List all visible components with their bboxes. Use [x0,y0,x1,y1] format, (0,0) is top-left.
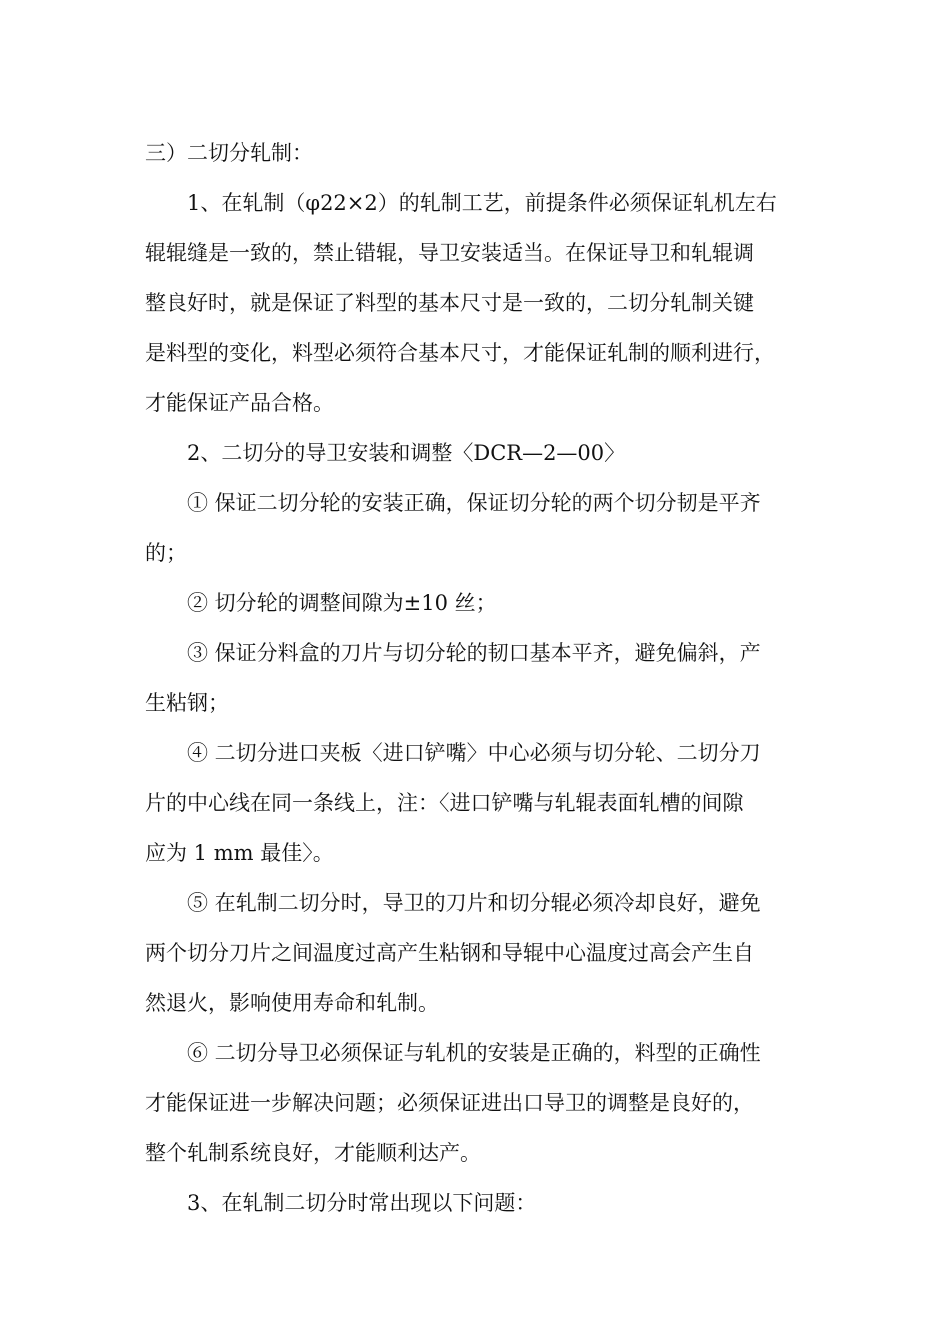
list-item-line: 才能保证进一步解决问题；必须保证进出口导卫的调整是良好的， [145,1091,754,1115]
list-item-line: ② 切分轮的调整间隙为±10 丝； [187,591,497,615]
paragraph-line: 3、在轧制二切分时常出现以下问题： [187,1191,537,1215]
list-item-line: 的； [145,541,187,565]
list-item-line: 然退火，影响使用寿命和轧制。 [145,991,439,1015]
list-item-line: 整个轧制系统良好，才能顺利达产。 [145,1141,481,1165]
list-item-line: ⑤ 在轧制二切分时，导卫的刀片和切分辊必须冷却良好，避免 [187,891,761,915]
list-item-line: ① 保证二切分轮的安装正确，保证切分轮的两个切分韧是平齐 [187,491,761,515]
list-item-line: ⑥ 二切分导卫必须保证与轧机的安装是正确的，料型的正确性 [187,1041,761,1065]
list-item-line: ③ 保证分料盒的刀片与切分轮的韧口基本平齐，避免偏斜，产 [187,641,761,665]
section-heading: 三）二切分轧制： [145,141,313,165]
paragraph-line: 整良好时，就是保证了料型的基本尺寸是一致的，二切分轧制关键 [145,291,754,315]
paragraph-line: 辊辊缝是一致的，禁止错辊，导卫安装适当。在保证导卫和轧辊调 [145,241,754,265]
list-item-line: 两个切分刀片之间温度过高产生粘钢和导辊中心温度过高会产生自 [145,941,754,965]
paragraph-line: 是料型的变化，料型必须符合基本尺寸，才能保证轧制的顺利进行， [145,341,775,365]
list-item-line: 生粘钢； [145,691,229,715]
document-body [145,128,820,1228]
paragraph-line: 2、二切分的导卫安装和调整〈DCR—2—00〉 [187,441,626,465]
list-item-line: ④ 二切分进口夹板〈进口铲嘴〉中心必须与切分轮、二切分刀 [187,741,761,765]
list-item-line: 片的中心线在同一条线上，注：〈进口铲嘴与轧辊表面轧槽的间隙 [145,791,744,815]
paragraph-line: 1、在轧制（φ22×2）的轧制工艺，前提条件必须保证轧机左右 [187,191,777,215]
paragraph-line: 才能保证产品合格。 [145,391,334,415]
list-item-line: 应为 1 mm 最佳〉。 [145,841,334,865]
